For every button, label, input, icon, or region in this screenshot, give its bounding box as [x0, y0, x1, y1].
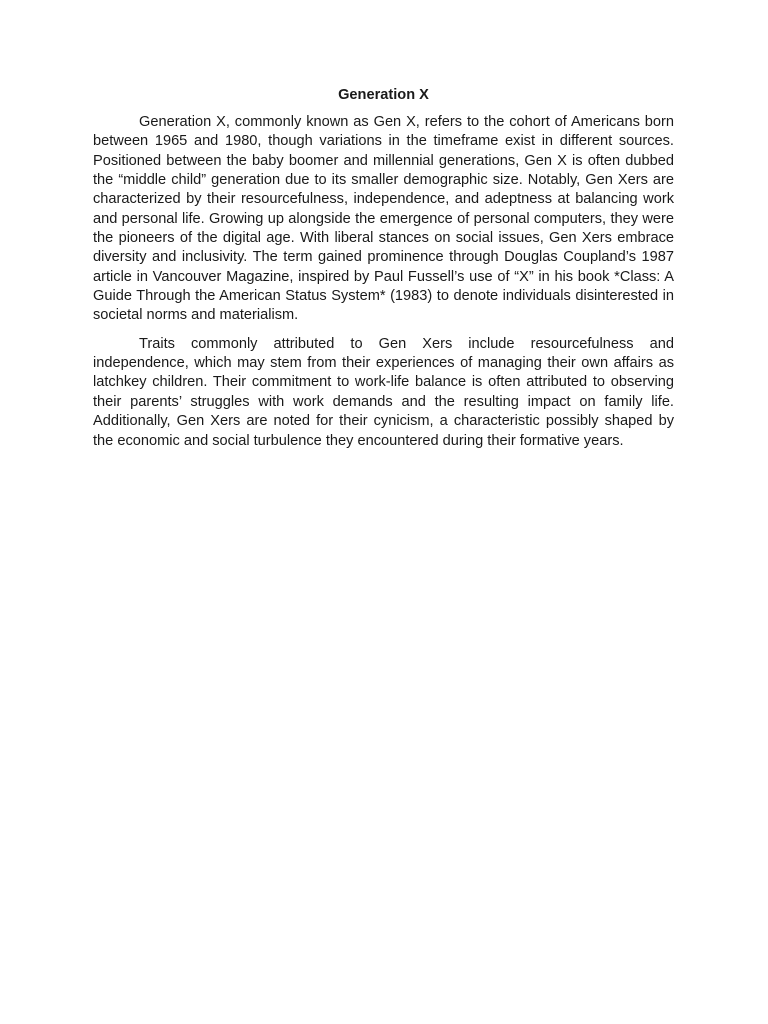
- document-body: [93, 86, 674, 460]
- paragraph-2: Traits commonly attributed to Gen Xers include resourcefulness and independence, which may stem from their experiences of managing their own affairs as latchkey children. Their commitment to work-life balance is often attributed to observing their parents’ struggles with work demands and the resulting impact on family life. Additionally, Gen Xers are noted for their cynicism, a characteristic possibly shaped by the economic and social turbulence they encountered during their formative years.: [93, 335, 674, 449]
- paragraph-1: Generation X, commonly known as Gen X, refers to the cohort of Americans born between 1965 and 1980, though variations in the timeframe exist in different sources. Positioned between the baby boomer and millennial generations, Gen X is often dubbed the “middle child” generation due to its smaller demographic size. Notably, Gen Xers are characterized by their resourcefulness, independence, and adeptness at balancing work and personal life. Growing up alongside the emergence of personal computers, they were the pioneers of the digital age. With liberal stances on social issues, Gen Xers embrace diversity and inclusivity. The term gained prominence through Douglas Coupland’s 1987 article in Vancouver Magazine, inspired by Paul Fussell’s use of “X” in his book *Class: A Guide Through the American Status System* (1983) to denote individuals disinterested in societal norms and materialism.: [93, 114, 674, 324]
- document-title: Generation X: [338, 87, 429, 103]
